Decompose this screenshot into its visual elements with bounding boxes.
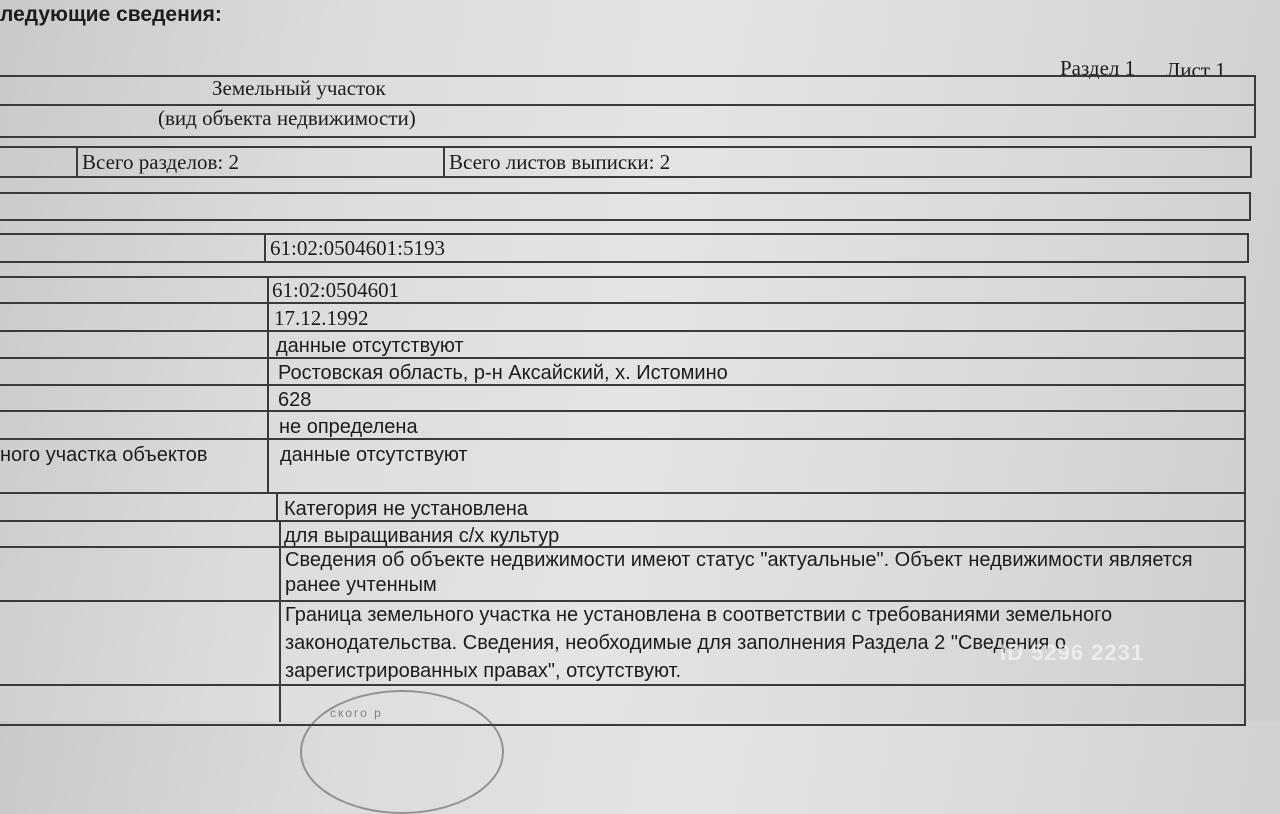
object-type: Земельный участок xyxy=(212,76,386,100)
row-line xyxy=(0,492,1246,494)
previous-number: данные отсутствуют xyxy=(276,335,464,357)
cadastral-quarter: 61:02:0504601 xyxy=(272,278,400,302)
row-line xyxy=(0,302,1246,304)
divider xyxy=(443,146,445,178)
address: Ростовская область, р-н Аксайский, х. Истомино xyxy=(278,362,728,384)
permitted-use: для выращивания с/х культур xyxy=(284,525,560,547)
row-line xyxy=(0,357,1246,359)
total-sections: Всего разделов: 2 xyxy=(82,150,239,174)
sheet-label: Лист 1 xyxy=(1166,58,1226,82)
object-status: Сведения об объекте недвижимости имеют статус "актуальные". Объект недвижимости является ранее учтенным xyxy=(285,549,1193,596)
divider xyxy=(264,233,266,263)
cadastral-number-box xyxy=(0,233,1249,263)
empty-row xyxy=(0,192,1251,221)
intro-heading: ледующие сведения: xyxy=(0,3,222,26)
row-line xyxy=(0,410,1246,412)
row-line xyxy=(0,330,1246,332)
stamp-fragment: ского р xyxy=(330,706,383,720)
section-label: Раздел 1 xyxy=(1060,56,1136,80)
area: 628 xyxy=(278,389,312,411)
land-category: Категория не установлена xyxy=(284,498,528,520)
cadastral-value: не определена xyxy=(279,416,418,438)
objects-within: данные отсутствуют xyxy=(280,444,468,466)
watermark: ID 5296 2231 xyxy=(1000,640,1145,665)
assignment-date: 17.12.1992 xyxy=(274,306,369,330)
total-sheets: Всего листов выписки: 2 xyxy=(449,150,671,174)
object-type-caption: (вид объекта недвижимости) xyxy=(158,106,416,130)
divider xyxy=(76,146,78,178)
special-notes: Граница земельного участка не установлена в соответствии с требованиями земельного законодательства. Сведения, необходимые для заполнения Раздела 2 "Сведения о зарегистрированных правах", отсутствуют. xyxy=(285,604,1113,682)
row-line xyxy=(0,438,1246,440)
row-label-objects: ного участка объектов xyxy=(0,444,208,466)
row-line xyxy=(0,520,1246,522)
cadastral-number: 61:02:0504601:5193 xyxy=(270,236,446,260)
divider xyxy=(279,522,281,722)
divider xyxy=(276,492,278,522)
